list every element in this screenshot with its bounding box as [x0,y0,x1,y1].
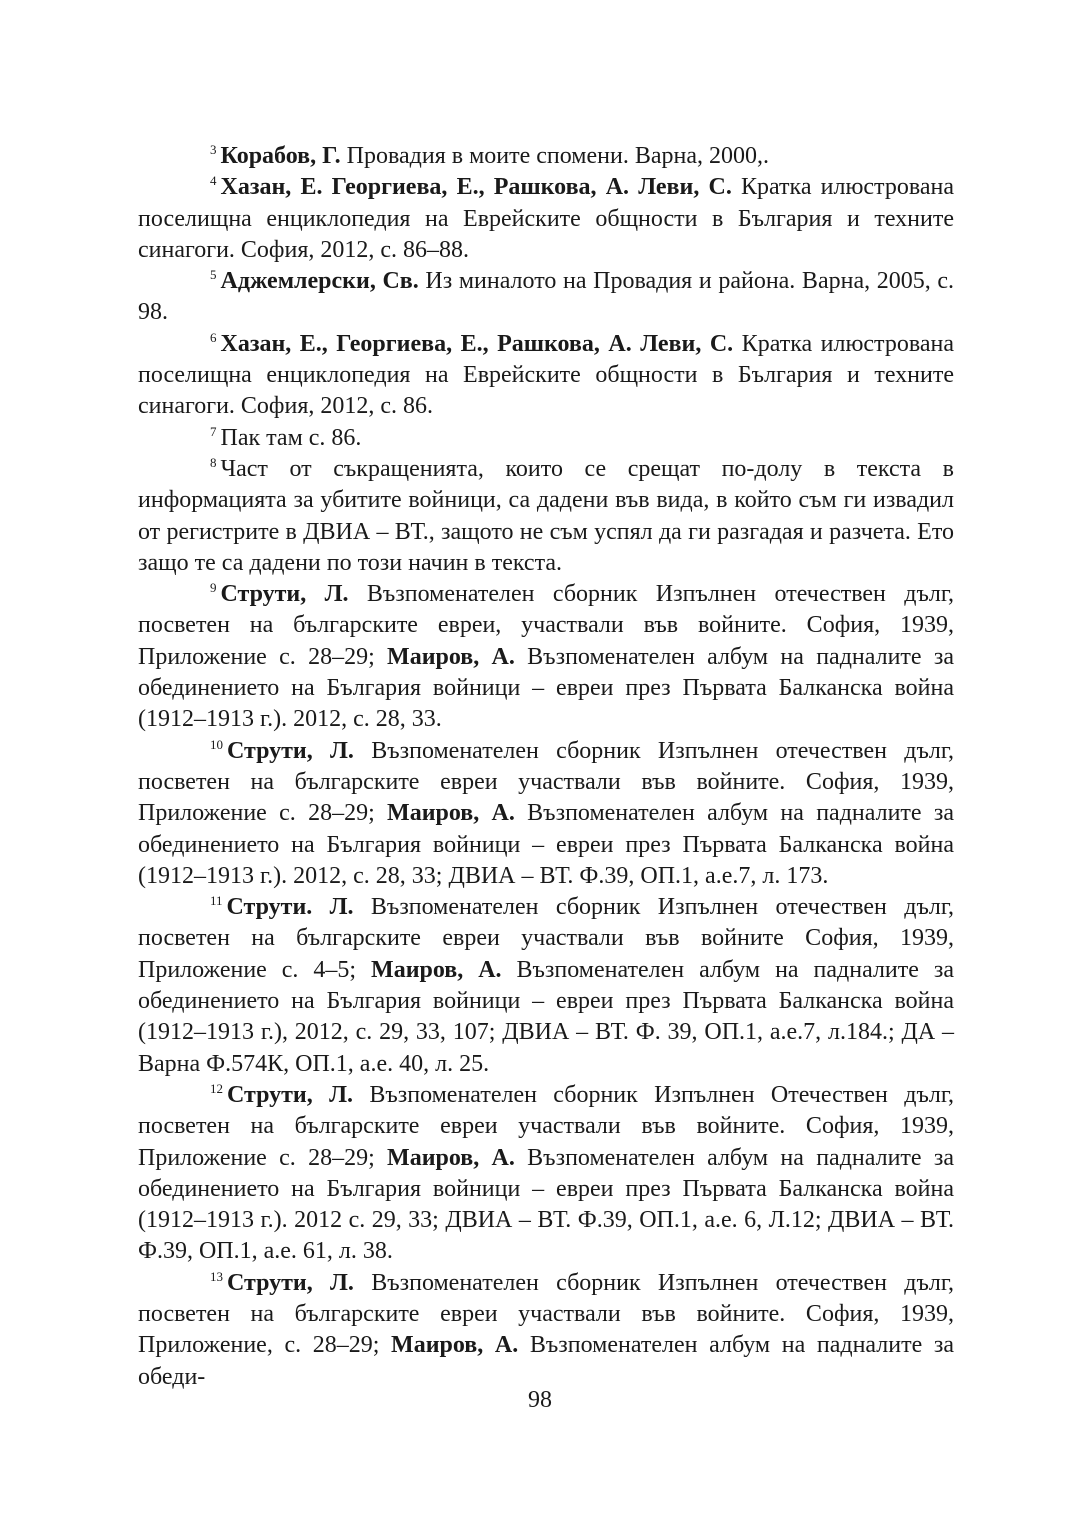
footnote [138,1080,954,1268]
footnote [138,329,954,423]
footnote [138,172,954,266]
footnote-text: Възпоменателен албум на падналите за обединението на България войници – евреи през Първата Балканска война (1912–1913 г.). 2012, с. 28, 33. [138,643,955,733]
footnote-text: Възпоменателен сборник Изпълнен Отечествен дълг, посветен на българските евреи участвали във войните. София, 1939, Приложение с. 28–29; [138,1081,954,1171]
footnote-author: Маиров, А. [391,1332,519,1359]
footnote-number: 8 [210,454,217,470]
footnote-text: Възпоменателен сборник Изпълнен отечествен дълг, посветен на българските евреи участвали във войните София, 1939, Приложение с. 4–5; [138,894,954,983]
footnote-author: Маиров, А. [371,956,502,983]
footnote-author: Хазан, Е. Георгиева, Е., Рашкова, А. Леви, С. [220,174,732,201]
footnote-number: 4 [210,173,217,189]
footnote [138,454,954,579]
footnote-number: 7 [210,423,217,439]
footnote-text: Възпоменателен албум на падналите за обединението на България войници – евреи през Първата Балканска война (1912–1913 г.), 2012, с. 29, 33, 107; ДВИА – ВТ. Ф. 39, ОП.1, а.е.7, л.184.; ДА – Варна Ф.574К, ОП.1, а.е. 40, л. 25. [138,956,955,1077]
footnote-text: Пак там с. 86. [220,424,362,451]
footnote-author: Струти, Л. [227,1081,353,1108]
footnote-author: Аджемлерски, Св. [220,268,419,295]
footnote [138,141,954,172]
footnote-number: 5 [210,267,217,283]
page-number: 98 [528,1387,552,1413]
footnote-number: 13 [210,1268,223,1284]
footnote-author: Струти, Л. [220,581,349,608]
footnote-author: Струти, Л. [227,1269,354,1296]
footnote-author: Струти. Л. [226,894,354,921]
footnote [138,892,954,1080]
footnote-author: Маиров, А. [387,643,515,670]
footnote-author: Корабов, Г. [220,143,341,169]
footnote-text: Кратка илюстрована поселищна енциклопедия на Еврейските общности в България и техните синагоги. София, 2012, с. 86. [138,330,954,420]
footnote-text: Възпоменателен сборник Изпълнен отечествен дълг, посветен на българските евреи участвали във войните. София, 1939, Приложение с. 28–29; [138,737,954,827]
footnote-number: 11 [210,893,223,909]
footnote-number: 3 [210,142,217,157]
footnote-number: 12 [210,1080,223,1096]
footnote-text: Възпоменателен албум на падналите за обединението на България войници – евреи през Първата Балканска война (1912–1913 г.). 2012, с. 28, 33; ДВИА – ВТ. Ф.39, ОП.1, а.е.7, л. 173. [138,800,955,889]
footnote-text: Кратка илюстрована поселищна енциклопедия на Еврейските общности в България и техните синагоги. София, 2012, с. 86–88. [138,174,954,263]
footnote-author: Маиров, А. [387,800,515,827]
footnote-author: Струти, Л. [227,737,354,764]
footnote-author: Маиров, А. [387,1144,515,1171]
footnote [138,1268,954,1393]
footnote-text: Възпоменателен сборник Изпълнен отечествен дълг, посветен на българските евреи участвали във войните. София, 1939, Приложение, с. 28–29; [138,1269,954,1359]
footnote [138,736,954,892]
footnote-text: Възпоменателен албум на падналите за обединението на България войници – евреи през Първата Балканска война (1912–1913 г.). 2012 с. 29, 33; ДВИА – ВТ. Ф.39, ОП.1, а.е. 6, Л.12; ДВИА – ВТ. Ф.39, ОП.1, а.е. 61, л. 38. [138,1144,955,1265]
footnote [138,266,954,329]
footnote [138,579,954,735]
footnote-text: Провадия в моите спомени. Варна, 2000,. [340,143,769,169]
footnotes-block [138,141,954,1393]
footnote-text: Възпоменателен албум на падналите за обеди- [138,1332,955,1390]
footnote-text: Възпоменателен сборник Изпълнен отечествен дълг, посветен на българските евреи, участвали във войните. София, 1939, Приложение с. 28–29; [138,581,954,670]
footnote-author: Хазан, Е., Георгиева, Е., Рашкова, А. Леви, С. [220,330,734,357]
footnote-number: 10 [210,736,223,752]
footnote [138,423,954,454]
footnote-number: 6 [210,329,217,345]
footnote-number: 9 [210,580,217,596]
footnote-text: Част от съкращенията, които се срещат по-долу в текста в информацията за убитите войници, са дадени във вида, в който съм ги извадил от регистрите в ДВИА – ВТ., защото не съм успял да ги разгадая и разчета. Ето защо те са дадени по този начин в текста. [138,455,954,576]
footnote-text: Из миналото на Провадия и района. Варна, 2005, с. 98. [138,268,954,326]
